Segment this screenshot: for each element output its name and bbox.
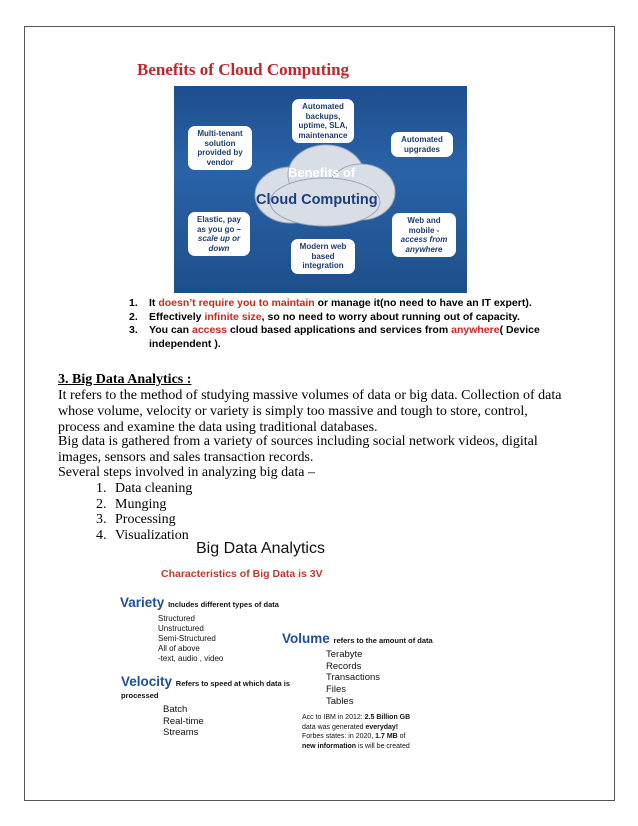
box-web-mobile-line1: Web and mobile - (407, 216, 441, 235)
list-item: All of above (158, 644, 200, 653)
list-item (96, 481, 192, 497)
step-number: 4. (96, 527, 107, 543)
benefit-text: Effectively (149, 310, 205, 323)
step-label: Processing (115, 512, 176, 528)
step-number: 1. (96, 481, 107, 496)
box-web-mobile (392, 213, 456, 257)
note-emphasis: 2.5 Billion GB (364, 714, 411, 721)
note-emphasis: everyday! (365, 723, 399, 731)
benefit-highlight: infinite size (204, 310, 262, 323)
volume-list (326, 649, 380, 708)
benefit-number: 3. (129, 324, 138, 336)
list-item: Semi-Structured (158, 634, 216, 643)
variety-heading (120, 595, 279, 610)
benefit-highlight: anywhere (451, 324, 500, 336)
velocity-word: Velocity (121, 674, 173, 689)
benefit-item (129, 311, 549, 325)
benefit-text: , so no need to worry about running out of capacity. (261, 310, 520, 323)
box-elastic (188, 212, 250, 256)
cloud-center-line2: Cloud Computing (256, 192, 378, 208)
list-item: Real-time (163, 715, 204, 727)
step-number: 2. (96, 496, 107, 512)
note-text: Acc to IBM in 2012: (302, 714, 365, 721)
section-heading: 3. Big Data Analytics : (58, 372, 192, 387)
note-emphasis: new information (302, 742, 357, 750)
benefit-item (129, 324, 549, 351)
benefit-text: or manage it(no need to have an IT expert). (314, 297, 532, 309)
velocity-list (163, 704, 204, 739)
box-elastic-line1: Elastic, pay as you go – (196, 215, 242, 234)
step-label: Munging (115, 496, 167, 512)
section-paragraph-1: It refers to the method of studying massive volumes of data or big data. Collection of data whose volume, velocity or variety is simply too massive and tough to store, control, process and examine the data using traditional databases. (58, 388, 562, 435)
box-modern-web: Modern web based integration (291, 239, 355, 274)
list-item: Tables (326, 695, 354, 707)
list-item: -text, audio , video (158, 654, 224, 663)
steps-list (96, 481, 192, 543)
variety-desc: Includes different types of data (168, 600, 279, 609)
variety-list (158, 614, 223, 664)
volume-heading (282, 631, 433, 646)
box-multi-tenant: Multi-tenant solution provided by vendor (188, 126, 252, 170)
cloud-shape-icon (251, 140, 399, 230)
benefit-highlight: access (191, 324, 228, 336)
note-text: of (397, 733, 406, 740)
step-label: Data cleaning (115, 481, 193, 496)
volume-word: Volume (282, 631, 330, 646)
note-text: Forbes states: in 2020, (302, 733, 376, 740)
benefit-text: ( Device independent ). (149, 324, 540, 350)
list-item: Transactions (326, 672, 381, 684)
ibm-forbes-note (302, 713, 410, 751)
benefit-text: cloud based applications and services from (227, 324, 452, 336)
benefit-text: It (149, 297, 159, 309)
list-item: Batch (163, 704, 188, 715)
note-text: data was generated (302, 723, 366, 731)
list-item: Structured (158, 614, 195, 623)
bda-figure-subtitle: Characteristics of Big Data is 3V (161, 568, 323, 580)
note-emphasis: 1.7 MB (375, 733, 398, 740)
list-item (96, 497, 192, 513)
step-label: Visualization (115, 527, 189, 543)
step-number: 3. (96, 512, 107, 528)
benefits-list (129, 297, 549, 351)
list-item: Terabyte (326, 649, 363, 660)
velocity-heading (121, 674, 291, 701)
box-automated-backups: Automated backups, uptime, SLA, maintenance (292, 99, 354, 143)
volume-desc: refers to the amount of data (333, 636, 433, 645)
benefit-number: 1. (129, 297, 138, 309)
benefit-item (129, 297, 549, 311)
cloud-center-line1: Benefits of (288, 165, 356, 180)
benefit-number: 2. (129, 310, 138, 323)
cloud-benefits-figure (174, 86, 467, 293)
box-elastic-line2: scale up or down (197, 234, 241, 253)
list-item (96, 512, 192, 528)
variety-word: Variety (120, 595, 165, 610)
list-item: Records (326, 660, 362, 672)
benefit-text: You can (149, 324, 192, 336)
list-item: Files (326, 684, 347, 696)
box-automated-upgrades: Automated upgrades (391, 132, 453, 157)
box-web-mobile-line2: access from anywhere (400, 235, 448, 254)
list-item: Unstructured (158, 624, 204, 633)
velocity-desc: Refers to speed at which data is processed (121, 679, 290, 700)
list-item (96, 528, 192, 544)
bda-figure-title: Big Data Analytics (196, 540, 325, 557)
benefit-highlight: doesn’t require you to maintain (158, 297, 315, 309)
note-text: is will be created (356, 742, 410, 750)
section-paragraph-2: Big data is gathered from a variety of sources including social network videos, digital images, sensors and sales transaction records. (58, 434, 538, 465)
section-paragraph-3: Several steps involved in analyzing big data – (58, 465, 315, 480)
list-item: Streams (163, 727, 199, 739)
cloud-figure-title: Benefits of Cloud Computing (137, 60, 350, 79)
